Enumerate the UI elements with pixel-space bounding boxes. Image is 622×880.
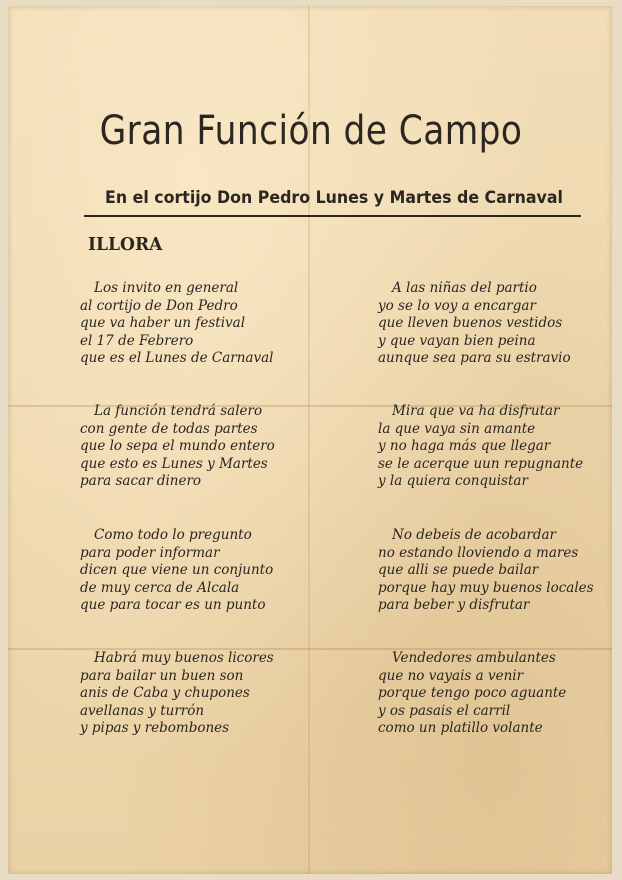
verse-line: aunque sea para su estravio [378,350,571,366]
verse-line: que va haber un festival [80,315,246,331]
place-name: ILLORA [88,234,163,255]
verse-line: para sacar dinero [80,473,202,489]
verse-line: para bailar un buen son [80,667,244,684]
verse-line: para beber y disfrutar [378,597,530,613]
verse-line: y os pasais el carril [378,702,511,719]
verse-line: Vendedores ambulantes [392,650,556,666]
verse-line: como un platillo volante [378,720,543,736]
verse-line: no estando lloviendo a mares [378,544,579,561]
verse-line: avellanas y turrón [80,702,205,719]
verse-line: que para tocar es un punto [80,597,266,613]
verse-line: porque tengo poco aguante [378,685,567,701]
verse-line: A las niñas del partio [392,280,537,296]
verse-line: el 17 de Febrero [80,332,194,349]
verse-line: Los invito en general [94,280,239,296]
verse-line: Mira que va ha disfrutar [392,403,560,419]
stanza-left-4 [80,650,274,738]
verse-line: y pipas y rebombones [80,720,230,736]
verse-line: que lo sepa el mundo entero [80,438,275,454]
flyer-title: Gran Función de Campo [99,108,523,154]
verse-line: con gente de todas partes [80,420,258,437]
verse-line: que alli se puede bailar [378,562,539,578]
verse-line: No debeis de acobardar [392,527,556,543]
stanza-right-4 [378,650,566,738]
stanza-right-1 [378,280,571,368]
verse-line: porque hay muy buenos locales [378,579,594,596]
verse-line: anis de Caba y chupones [80,685,250,701]
verse-line: que es el Lunes de Carnaval [80,350,274,366]
verse-line: para poder informar [80,544,220,561]
verse-line: la que vaya sin amante [378,420,536,437]
verse-line: La función tendrá salero [94,403,263,419]
stanza-left-3 [80,527,273,615]
verse-line: que no vayais a venir [378,667,524,684]
verse-line: de muy cerca de Alcala [80,579,240,596]
verse-line: al cortijo de Don Pedro [80,297,238,314]
verse-line: y la quiera conquistar [378,473,528,489]
stanza-right-3 [378,527,594,615]
verse-line: se le acerque uun repugnante [378,455,584,472]
verse-line: Como todo lo pregunto [94,527,252,543]
verse-line: y no haga más que llegar [378,438,551,454]
verse-line: Habrá muy buenos licores [94,650,274,666]
stanza-left-1 [80,280,273,368]
verse-line: y que vayan bien peina [378,332,536,349]
title-rule [84,215,581,217]
flyer-subtitle: En el cortijo Don Pedro Lunes y Martes de Carnaval [105,188,563,208]
verse-line: yo se lo voy a encargar [378,297,536,314]
verse-line: que esto es Lunes y Martes [80,455,268,472]
verse-line: dicen que viene un conjunto [80,562,274,578]
stanza-left-2 [80,403,275,491]
stanza-right-2 [378,403,583,491]
verse-line: que lleven buenos vestidos [378,315,563,331]
